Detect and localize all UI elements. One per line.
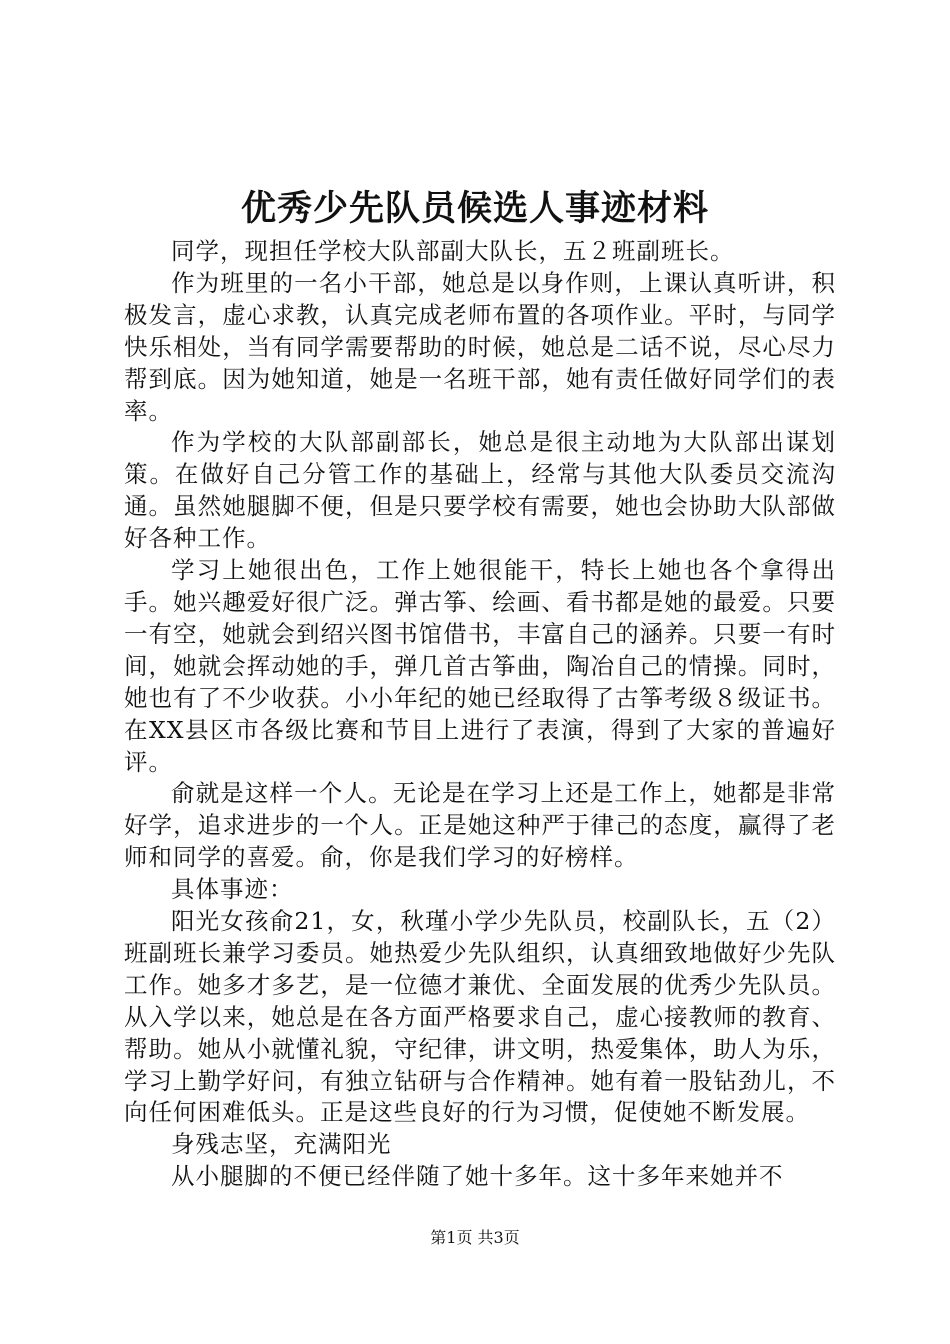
paragraph: 阳光女孩俞21，女，秋瑾小学少先队员，校副队长，五（2）班副班长兼学习委员。她热爱少先队组织，认真细致地做好少先队工作。她多才多艺，是一位德才兼优、全面发展的优秀少先队员。从入学以来，她总是在各方面严格要求自己，虚心接教师的教育、帮助。她从小就懂礼貌，守纪律，讲文明，热爱集体，助人为乐，学习上勤学好问，有独立钻研与合作精神。她有着一股钻劲儿，不向任何困难低头。正是这些良好的行为习惯，促使她不断发展。 xyxy=(124,907,836,1127)
paragraph: 学习上她很出色，工作上她很能干，特长上她也各个拿得出手。她兴趣爱好很广泛。弹古筝、绘画、看书都是她的最爱。只要一有空，她就会到绍兴图书馆借书，丰富自己的涵养。只要一有时间，她就会挥动她的手，弹几首古筝曲，陶冶自己的情操。同时，她也有了不少收获。小小年纪的她已经取得了古筝考级８级证书。在XX县区市各级比赛和节目上进行了表演，得到了大家的普遍好评。 xyxy=(124,556,836,776)
paragraph: 作为班里的一名小干部，她总是以身作则，上课认真听讲，积极发言，虚心求教，认真完成老师布置的各项作业。平时，与同学快乐相处，当有同学需要帮助的时候，她总是二话不说，尽心尽力帮到底。因为她知道，她是一名班干部，她有责任做好同学们的表率。 xyxy=(124,268,836,425)
document-title: 优秀少先队员候选人事迹材料 xyxy=(240,188,709,229)
paragraph: 同学，现担任学校大队部副大队长，五２班副班长。 xyxy=(171,237,735,265)
section-heading: 身残志坚，充满阳光 xyxy=(171,1130,392,1159)
paragraph: 从小腿脚的不便已经伴随了她十多年。这十多年来她并不 xyxy=(171,1162,784,1191)
paragraph: 作为学校的大队部副部长，她总是很主动地为大队部出谋划策。在做好自己分管工作的基础上，经常与其他大队委员交流沟通。虽然她腿脚不便，但是只要学校有需要，她也会协助大队部做好各种工作。 xyxy=(124,428,836,553)
paragraph: 俞就是这样一个人。无论是在学习上还是工作上，她都是非常好学，追求进步的一个人。正是她这种严于律己的态度，赢得了老师和同学的喜爱。俞，你是我们学习的好榜样。 xyxy=(124,779,836,872)
section-heading: 具体事迹： xyxy=(171,875,294,904)
document-body xyxy=(124,236,836,1193)
page-number-footer: 第1页 共3页 xyxy=(430,1228,520,1247)
